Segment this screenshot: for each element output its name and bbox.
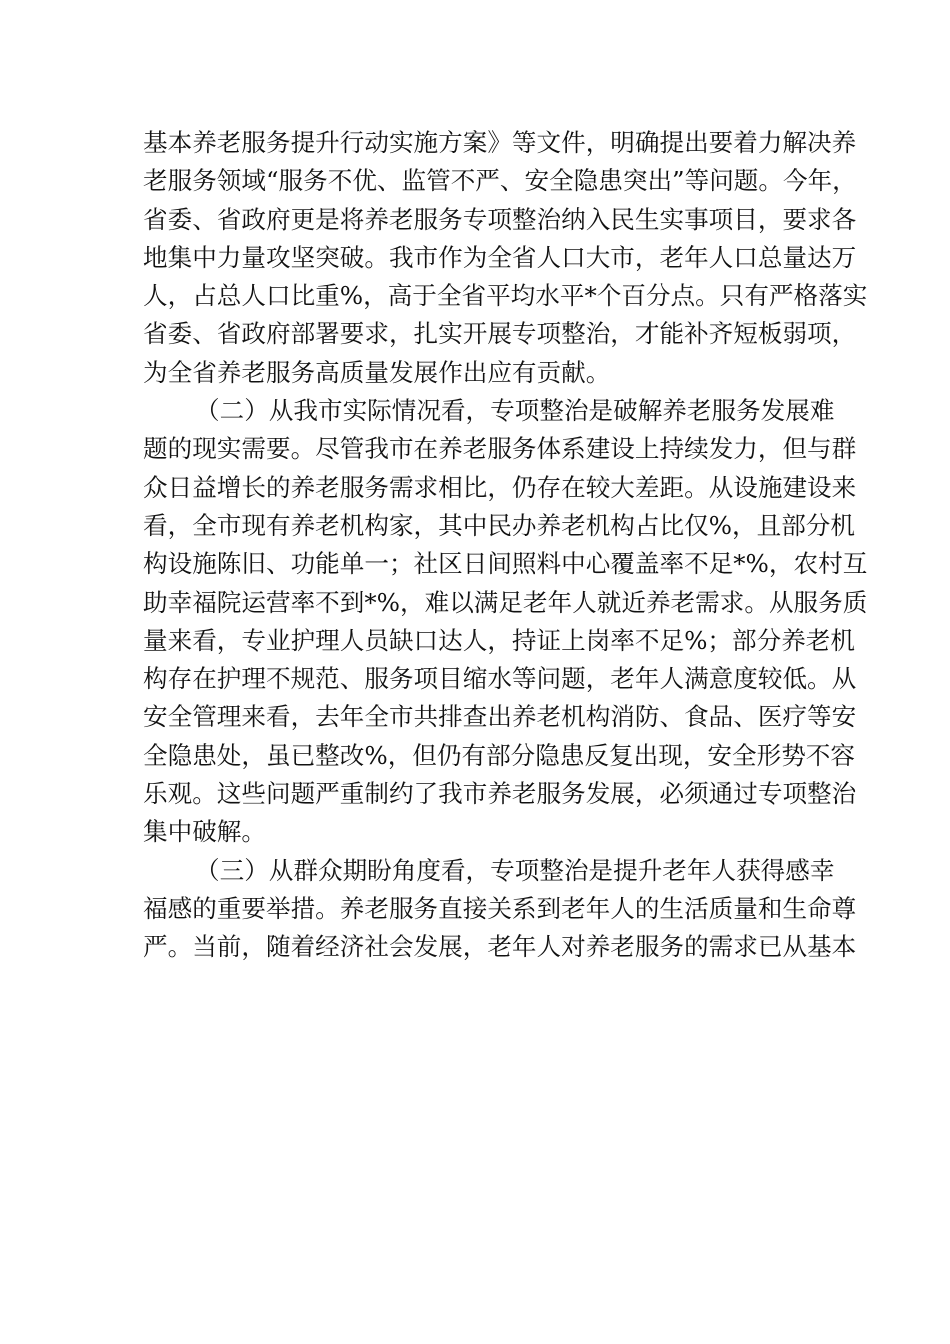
text-line: 乐观。这些问题严重制约了我市养老服务发展，必须通过专项整治 <box>143 779 857 809</box>
text-line: 老服务领域“服务不优、监管不严、安全隐患突出”等问题。今年， <box>143 166 857 196</box>
paragraph-3 <box>143 852 857 967</box>
text-line: 地集中力量攻坚突破。我市作为全省人口大市，老年人口总量达万 <box>143 242 857 272</box>
text-line: 构存在护理不规范、服务项目缩水等问题，老年人满意度较低。从 <box>143 664 857 694</box>
text-line: （二）从我市实际情况看，专项整治是破解养老服务发展难 <box>195 396 835 426</box>
text-line: 助幸福院运营率不到*%，难以满足老年人就近养老需求。从服务质 <box>143 587 868 617</box>
text-line: 人，占总人口比重%，高于全省平均水平*个百分点。只有严格落实 <box>143 281 868 311</box>
text-line: 严。当前，随着经济社会发展，老年人对养老服务的需求已从基本 <box>143 932 857 962</box>
text-line: 省委、省政府部署要求，扎实开展专项整治，才能补齐短板弱项， <box>143 319 857 349</box>
text-line: 量来看，专业护理人员缺口达人，持证上岗率不足%；部分养老机 <box>143 625 855 655</box>
text-line: 构设施陈旧、功能单一；社区日间照料中心覆盖率不足*%，农村互 <box>143 549 868 579</box>
text-line: 看，全市现有养老机构家，其中民办养老机构占比仅%，且部分机 <box>143 510 855 540</box>
text-line: 为全省养老服务高质量发展作出应有贡献。 <box>143 357 611 387</box>
text-line: 安全管理来看，去年全市共排查出养老机构消防、食品、医疗等安 <box>143 702 857 732</box>
text-line: 基本养老服务提升行动实施方案》等文件，明确提出要着力解决养 <box>143 128 857 157</box>
document-page <box>143 124 868 967</box>
text-line: 全隐患处，虽已整改%，但仍有部分隐患反复出现，安全形势不容 <box>143 740 855 770</box>
text-line: 题的现实需要。尽管我市在养老服务体系建设上持续发力，但与群 <box>143 434 857 464</box>
text-line: （三）从群众期盼角度看，专项整治是提升老年人获得感幸 <box>195 855 835 885</box>
text-line: 福感的重要举措。养老服务直接关系到老年人的生活质量和生命尊 <box>143 893 857 923</box>
text-line: 集中破解。 <box>143 817 266 847</box>
text-line: 众日益增长的养老服务需求相比，仍存在较大差距。从设施建设来 <box>143 472 857 502</box>
paragraph-1 <box>143 124 868 392</box>
text-line: 省委、省政府更是将养老服务专项整治纳入民生实事项目，要求各 <box>143 204 857 234</box>
paragraph-2 <box>143 392 868 852</box>
